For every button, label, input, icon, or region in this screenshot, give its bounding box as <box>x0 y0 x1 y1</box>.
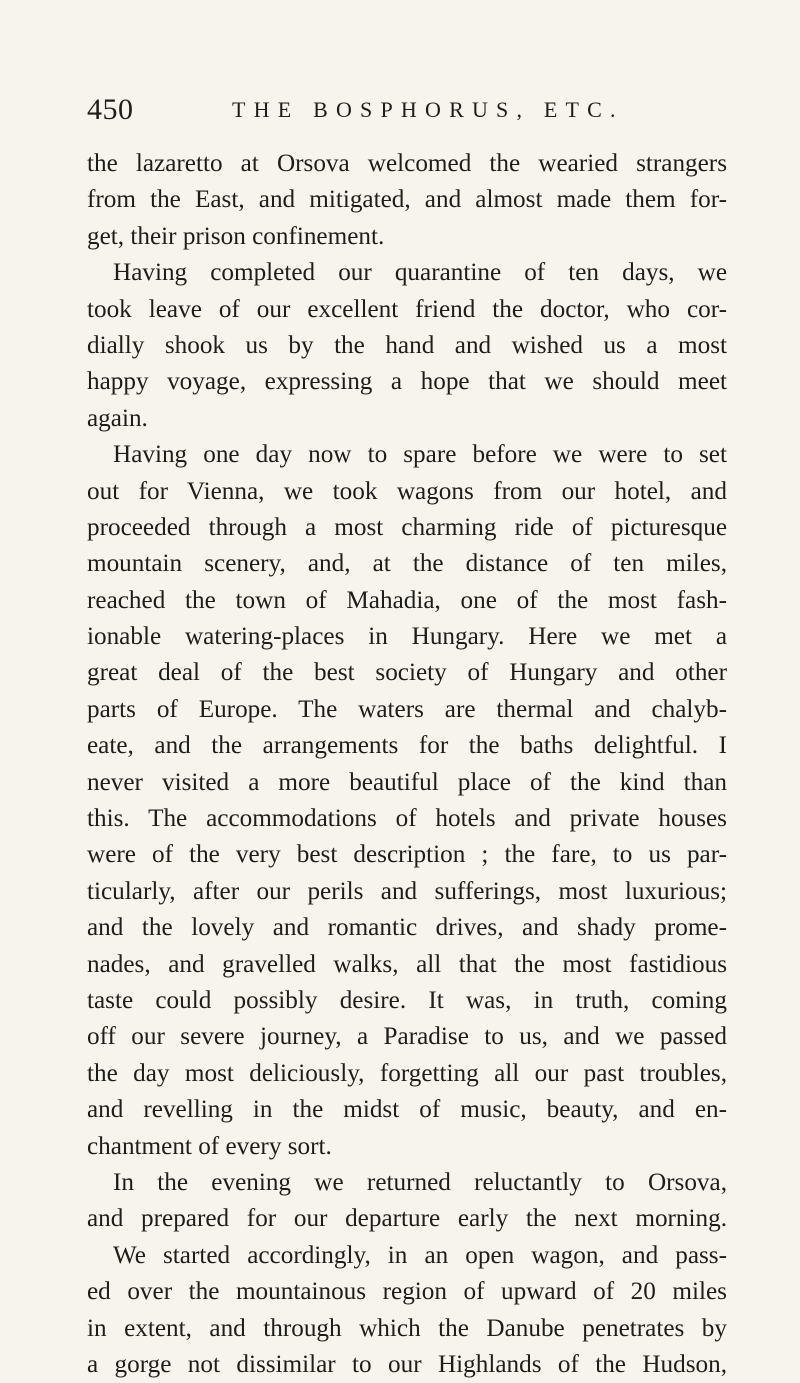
text-line: parts of Europe. The waters are thermal and chalyb- <box>87 695 727 723</box>
text-line: this. The accommodations of hotels and private houses <box>87 805 727 833</box>
text-line: from the East, and mitigated, and almost made them for- <box>87 186 727 214</box>
text-line: reached the town of Mahadia, one of the most fash- <box>87 586 727 614</box>
text-line: chantment of every sort. <box>87 1132 332 1160</box>
text-line: took leave of our excellent friend the doctor, who cor- <box>87 295 727 323</box>
page-number: 450 <box>87 93 134 126</box>
text-line: great deal of the best society of Hungary and other <box>87 659 727 687</box>
text-line: the day most deliciously, forgetting all our past troubles, <box>87 1059 727 1087</box>
text-line: dially shook us by the hand and wished us a most <box>87 331 727 359</box>
text-line: proceeded through a most charming ride of picturesque <box>87 513 727 541</box>
text-line: and revelling in the midst of music, beauty, and en- <box>87 1096 727 1124</box>
text-line: were of the very best description ; the fare, to us par- <box>87 841 727 869</box>
text-line: off our severe journey, a Paradise to us, and we passed <box>87 1023 727 1051</box>
body-text <box>87 146 727 1383</box>
text-line: taste could possibly desire. It was, in truth, coming <box>87 986 727 1014</box>
text-line: and the lovely and romantic drives, and shady prome- <box>87 914 727 942</box>
text-line: nades, and gravelled walks, all that the most fastidious <box>87 950 727 978</box>
text-line: in extent, and through which the Danube penetrates by <box>87 1314 727 1342</box>
text-line: ionable watering-places in Hungary. Here we met a <box>87 623 727 651</box>
text-line: again. <box>87 404 148 432</box>
text-line: ed over the mountainous region of upward of 20 miles <box>87 1278 727 1306</box>
text-line: ticularly, after our perils and sufferings, most luxurious; <box>87 877 727 905</box>
text-line: get, their prison confinement. <box>87 222 385 250</box>
text-line: out for Vienna, we took wagons from our hotel, and <box>87 477 727 505</box>
text-line: Having completed our quarantine of ten days, we <box>113 259 727 287</box>
text-line: mountain scenery, and, at the distance of ten miles, <box>87 550 727 578</box>
text-line: happy voyage, expressing a hope that we should meet <box>87 368 727 396</box>
text-line: never visited a more beautiful place of the kind than <box>87 768 727 796</box>
text-line: the lazaretto at Orsova welcomed the wearied strangers <box>87 150 727 177</box>
text-line: a gorge not dissimilar to our Highlands of the Hudson, <box>87 1350 727 1378</box>
running-title: THE BOSPHORUS, ETC. <box>232 97 624 122</box>
text-line: In the evening we returned reluctantly to Orsova, <box>113 1168 727 1196</box>
text-line: Having one day now to spare before we were to set <box>113 441 727 469</box>
text-line: and prepared for our departure early the next morning. <box>87 1205 727 1233</box>
text-line: eate, and the arrangements for the baths delightful. I <box>87 732 727 760</box>
running-head <box>87 92 727 128</box>
text-line: We started accordingly, in an open wagon, and pass- <box>113 1241 727 1269</box>
